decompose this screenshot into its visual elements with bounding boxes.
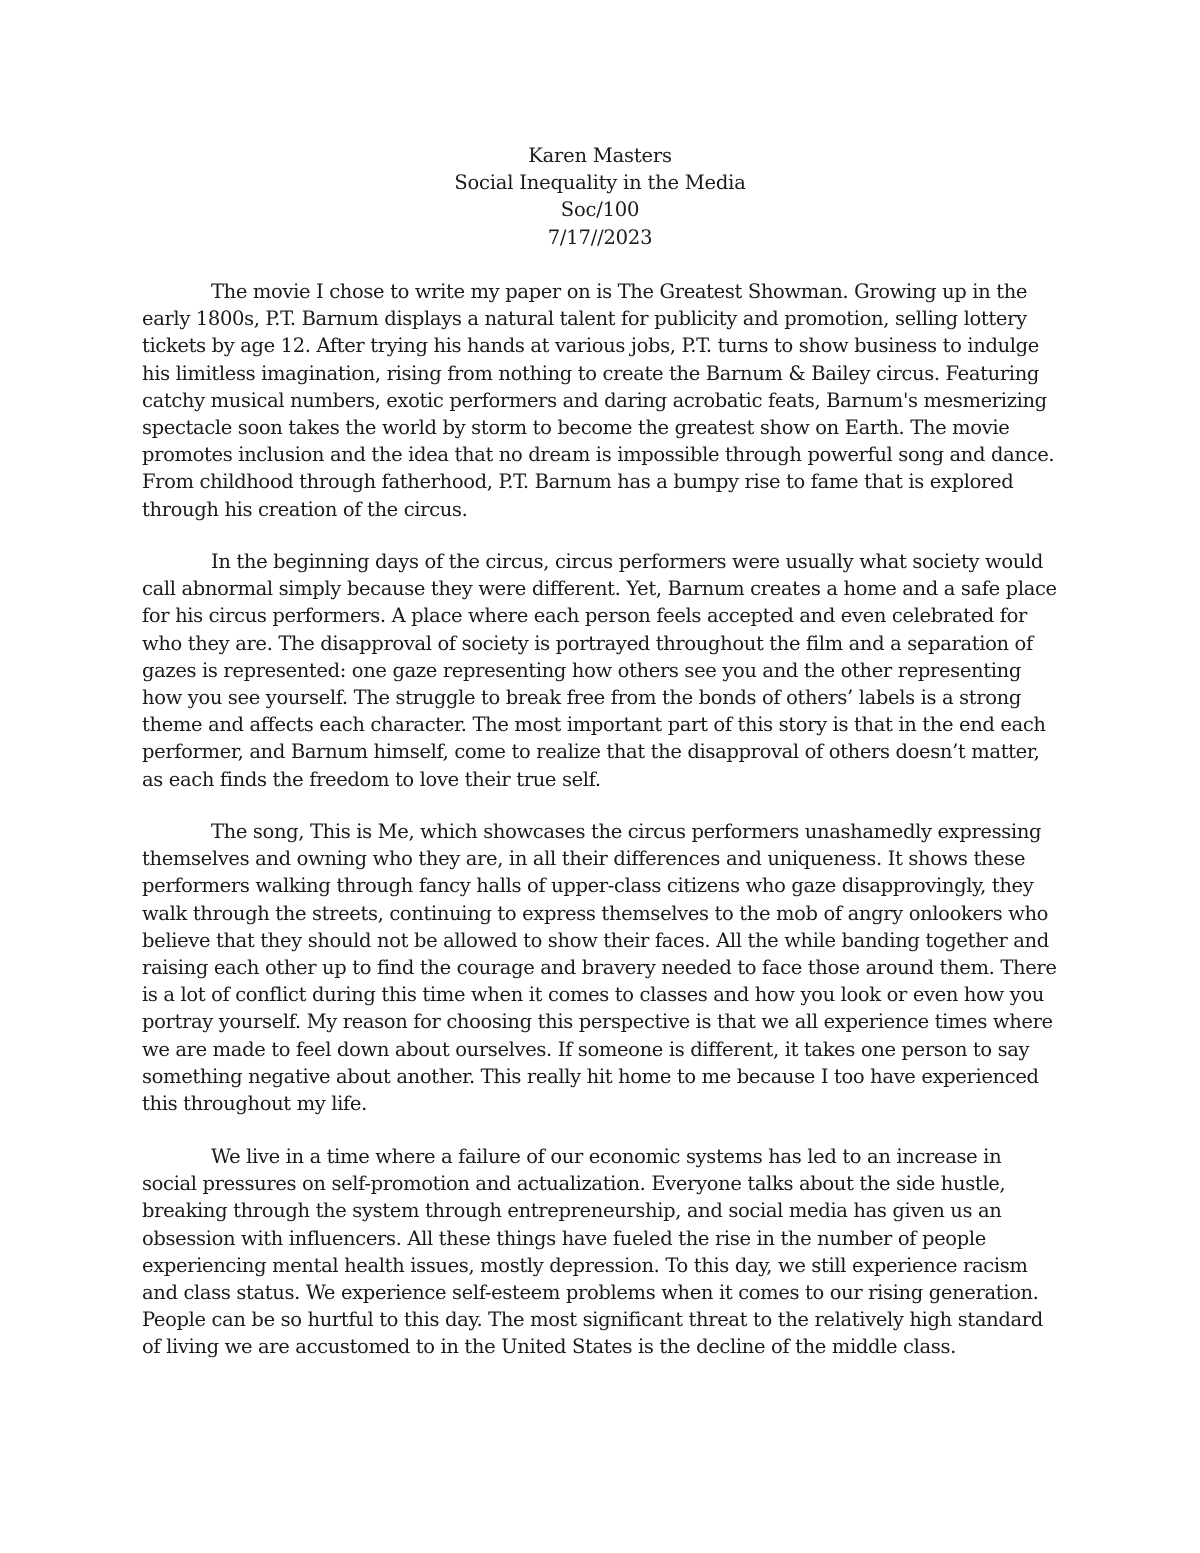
paragraph-text: We live in a time where a failure of our economic systems has led to an increase in social pressures on self-promotion and actualization. Everyone talks about the side hustle, breaking through the system through entrepreneurship, and social media has given us an obsession with influencers. All these things have fueled the rise in the number of people experiencing mental health issues, mostly depression. To this day, we still experience racism and class status. We experience self-esteem problems when it comes to our rising generation. People can be so hurtful to this day. The most significant threat to the relatively high standard of living we are accustomed to in the United States is the decline of the middle class. [142, 1145, 1043, 1359]
paper-title: Social Inequality in the Media [454, 171, 746, 195]
paragraph-text: The movie I chose to write my paper on is The Greatest Showman. Growing up in the early 1800s, P.T. Barnum displays a natural talent for publicity and promotion, selling lottery tickets by age 12. After trying his hands at various jobs, P.T. turns to show business to indulge his limitless imagination, rising from nothing to create the Barnum & Bailey circus. Featuring catchy musical numbers, exotic performers and daring acrobatic feats, Barnum's mesmerizing spectacle soon takes the world by storm to become the greatest show on Earth. The movie promotes inclusion and the idea that no dream is impossible through powerful song and dance. From childhood through fatherhood, P.T. Barnum has a bumpy rise to fame that is explored through his creation of the circus. [142, 280, 1055, 521]
paragraph-text: The song, This is Me, which showcases the circus performers unashamedly expressing themselves and owning who they are, in all their differences and uniqueness. It shows these performers walking through fancy halls of upper-class citizens who gaze disapprovingly, they walk through the streets, continuing to express themselves to the mob of angry onlookers who believe that they should not be allowed to show their faces. All the while banding together and raising each other up to find the courage and bravery needed to face those around them. There is a lot of conflict during this time when it comes to classes and how you look or even how you portray yourself. My reason for choosing this perspective is that we all experience times where we are made to feel down about ourselves. If someone is different, it takes one person to say something negative about another. This really hit home to me because I too have experienced this throughout my life. [142, 820, 1057, 1116]
paragraph-text: In the beginning days of the circus, circus performers were usually what society would call abnormal simply because they were different. Yet, Barnum creates a home and a safe place for his circus performers. A place where each person feels accepted and even celebrated for who they are. The disapproval of society is portrayed throughout the film and a separation of gazes is represented: one gaze representing how others see you and the other representing how you see yourself. The struggle to break free from the bonds of others’ labels is a strong theme and affects each character. The most important part of this story is that in the end each performer, and Barnum himself, come to realize that the disapproval of others doesn’t matter, as each finds the freedom to love their true self. [142, 550, 1057, 791]
body-paragraph-1 [142, 278, 1060, 523]
body-paragraph-4 [142, 1143, 1060, 1361]
body-paragraph-2 [142, 548, 1060, 793]
course-code: Soc/100 [560, 198, 640, 222]
paper-date: 7/17//2023 [547, 225, 653, 249]
body-paragraph-3 [142, 818, 1060, 1117]
document-header [0, 142, 1200, 251]
author-name: Karen Masters [528, 144, 672, 167]
